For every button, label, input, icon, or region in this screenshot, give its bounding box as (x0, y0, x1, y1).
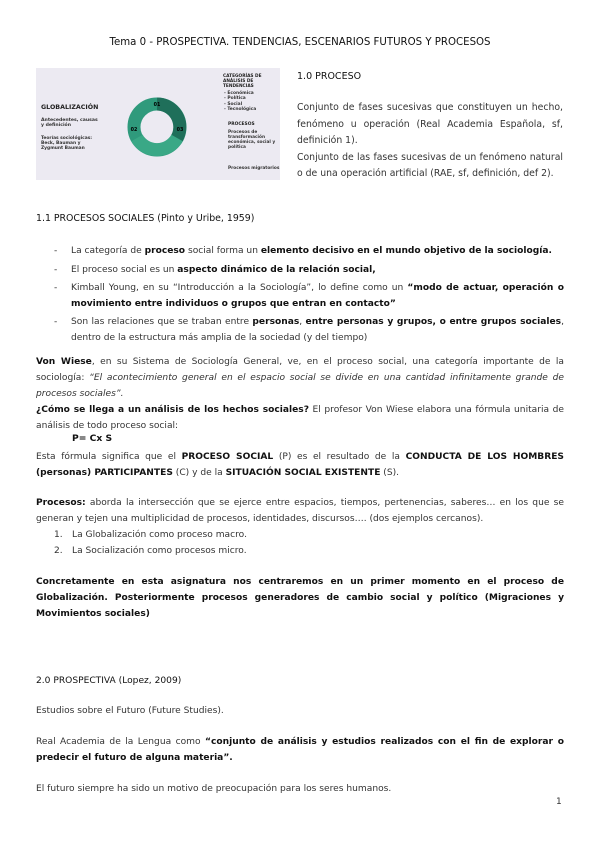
list-number: 2. (54, 546, 63, 556)
list-text: La Socialización como procesos micro. (72, 546, 247, 556)
procesos-paragraph (36, 495, 564, 527)
bold-text: aspecto dinámico de la relación social, (177, 264, 376, 275)
bold-text: PROCESO SOCIAL (181, 452, 274, 462)
figure-proceso-2: Procesos migratorios (228, 166, 280, 171)
figure-ring-graphic (126, 96, 188, 158)
bold-text: elemento decisivo en el mundo objetivo de la sociología. (260, 246, 552, 256)
page-title: Tema 0 - PROSPECTIVA. TENDENCIAS, ESCENARIOS FUTUROS Y PROCESOS (109, 37, 491, 48)
text: , dentro de la estructura más amplia de la sociedad (y del tiempo) (71, 317, 564, 343)
heading-text: 2.0 PROSPECTIVA (Lopez, 2009) (36, 676, 182, 686)
bold-text: “conjunto de análisis y estudios realizados con el fin de explorar o predecir el futuro de alguna materia”. (36, 737, 564, 763)
text: Son las relaciones que se traban entre (71, 317, 253, 328)
bullet-item (54, 244, 564, 260)
globalization-figure (36, 68, 280, 180)
list-number: 1. (54, 530, 63, 540)
figure-teorias-label: Teorías sociológicas: Beck, Bauman y Zygmunt Bauman (41, 136, 93, 152)
conclusion-paragraph (36, 574, 564, 622)
bold-text: entre personas y grupos, o entre grupos sociales (305, 317, 562, 328)
figure-procesos-title: PROCESOS (228, 122, 255, 127)
figure-category: - Económica (224, 91, 256, 96)
analysis-question-paragraph (36, 402, 564, 434)
bold-text: proceso (144, 246, 186, 256)
bold-text: CONDUCTA DE LOS HOMBRES (personas) PARTICIPANTES (36, 452, 564, 478)
ring-label-left: 02 (130, 128, 138, 133)
procesos-sociales-bullets (54, 244, 564, 350)
text: El proceso social es un (71, 264, 178, 275)
text: (S). (380, 468, 400, 478)
figure-globalizacion-label: GLOBALIZACIÓN (41, 104, 99, 111)
ring-segment-2 (137, 138, 177, 150)
page-number: 1 (556, 797, 562, 807)
figure-category: - Política (224, 96, 256, 101)
von-wiese-paragraph (36, 354, 564, 402)
section-2-0-heading (36, 673, 564, 689)
italic-quote: “El acontecimiento general en el espacio social se divide en una cantidad infinitamente grande de procesos sociales”. (36, 373, 564, 399)
section-1-0-body (297, 100, 563, 183)
text: social forma un (185, 246, 261, 256)
text: Kimball Young, en su “Introducción a la Sociología”, lo define como un (71, 283, 408, 294)
bold-text: SITUACIÓN SOCIAL EXISTENTE (225, 468, 381, 478)
text: El profesor Von Wiese elabora una fórmula unitaria de análisis de todo proceso social: (36, 405, 564, 431)
section-1-0-heading: 1.0 PROCESO (297, 71, 362, 82)
future-concern-paragraph (36, 781, 564, 797)
list-text: La Globalización como proceso macro. (72, 530, 247, 540)
rae-prospectiva-paragraph (36, 734, 564, 766)
bold-text: “modo de actuar, operación o movimiento entre individuos o grupos que entran en contacto” (71, 283, 564, 309)
text: Esta fórmula significa que el (36, 452, 182, 462)
formula-explanation (36, 449, 564, 481)
figure-category: - Social (224, 102, 256, 107)
future-studies-paragraph (36, 703, 564, 719)
bold-text: Von Wiese (36, 357, 92, 367)
list-item (54, 543, 247, 559)
text: (C) y de la (172, 468, 226, 478)
bold-text: Concretamente en esta asignatura nos centraremos en un primer momento en el proceso de Globalización. Posteriormente procesos generadores de cambio social y político (Migraciones y Movimientos sociales) (36, 577, 564, 619)
list-item (54, 527, 247, 543)
text: La categoría de (71, 246, 145, 256)
process-examples-list (54, 527, 247, 559)
text: Real Academia de la Lengua como (36, 737, 206, 747)
bold-text: ¿Cómo se llega a un análisis de los hechos sociales? (36, 405, 309, 415)
figure-antecedentes-label: Antecedentes, causas y definición (41, 118, 98, 129)
proceso-definition-1: Conjunto de fases sucesivas que constituyen un hecho, fenómeno u operación (Real Academia Española, sf, definición 1). (297, 102, 563, 146)
ring-label-right: 03 (176, 128, 184, 133)
ring-label-top: 01 (153, 103, 161, 108)
text: aborda la intersección que se ejerce entre espacios, tiempos, pertenencias, saberes… en los que se generan y tejen una multiplicidad de procesos, identidades, discursos…. (dos ejemplos cercanos). (36, 498, 564, 524)
bold-text: personas (252, 317, 300, 328)
bullet-item (54, 315, 564, 346)
text: Estudios sobre el Futuro (Future Studies). (36, 706, 224, 716)
section-1-1-heading: 1.1 PROCESOS SOCIALES (Pinto y Uribe, 1959) (36, 213, 255, 224)
bold-text: Procesos: (36, 498, 86, 508)
figure-proceso-1: Procesos de transformación económica, social y política (228, 130, 276, 150)
formula: P= Cx S (72, 433, 113, 444)
text: El futuro siempre ha sido un motivo de preocupación para los seres humanos. (36, 784, 392, 794)
figure-categories-list (224, 91, 256, 113)
text: , (299, 317, 306, 328)
proceso-definition-2: Conjunto de las fases sucesivas de un fenómeno natural o de una operación artificial (RAE, sf, definición, def 2). (297, 151, 563, 179)
text: , en su Sistema de Sociología General, ve, en el proceso social, una categoría importante de la sociología: (36, 357, 565, 383)
bullet-item (54, 281, 564, 312)
figure-categories-title: CATEGORÍAS DE ANÁLISIS DE TENDENCIAS (223, 74, 262, 89)
bullet-item (54, 263, 564, 279)
figure-category: - Tecnológica (224, 107, 256, 112)
text: (P) es el resultado de la (273, 452, 406, 462)
